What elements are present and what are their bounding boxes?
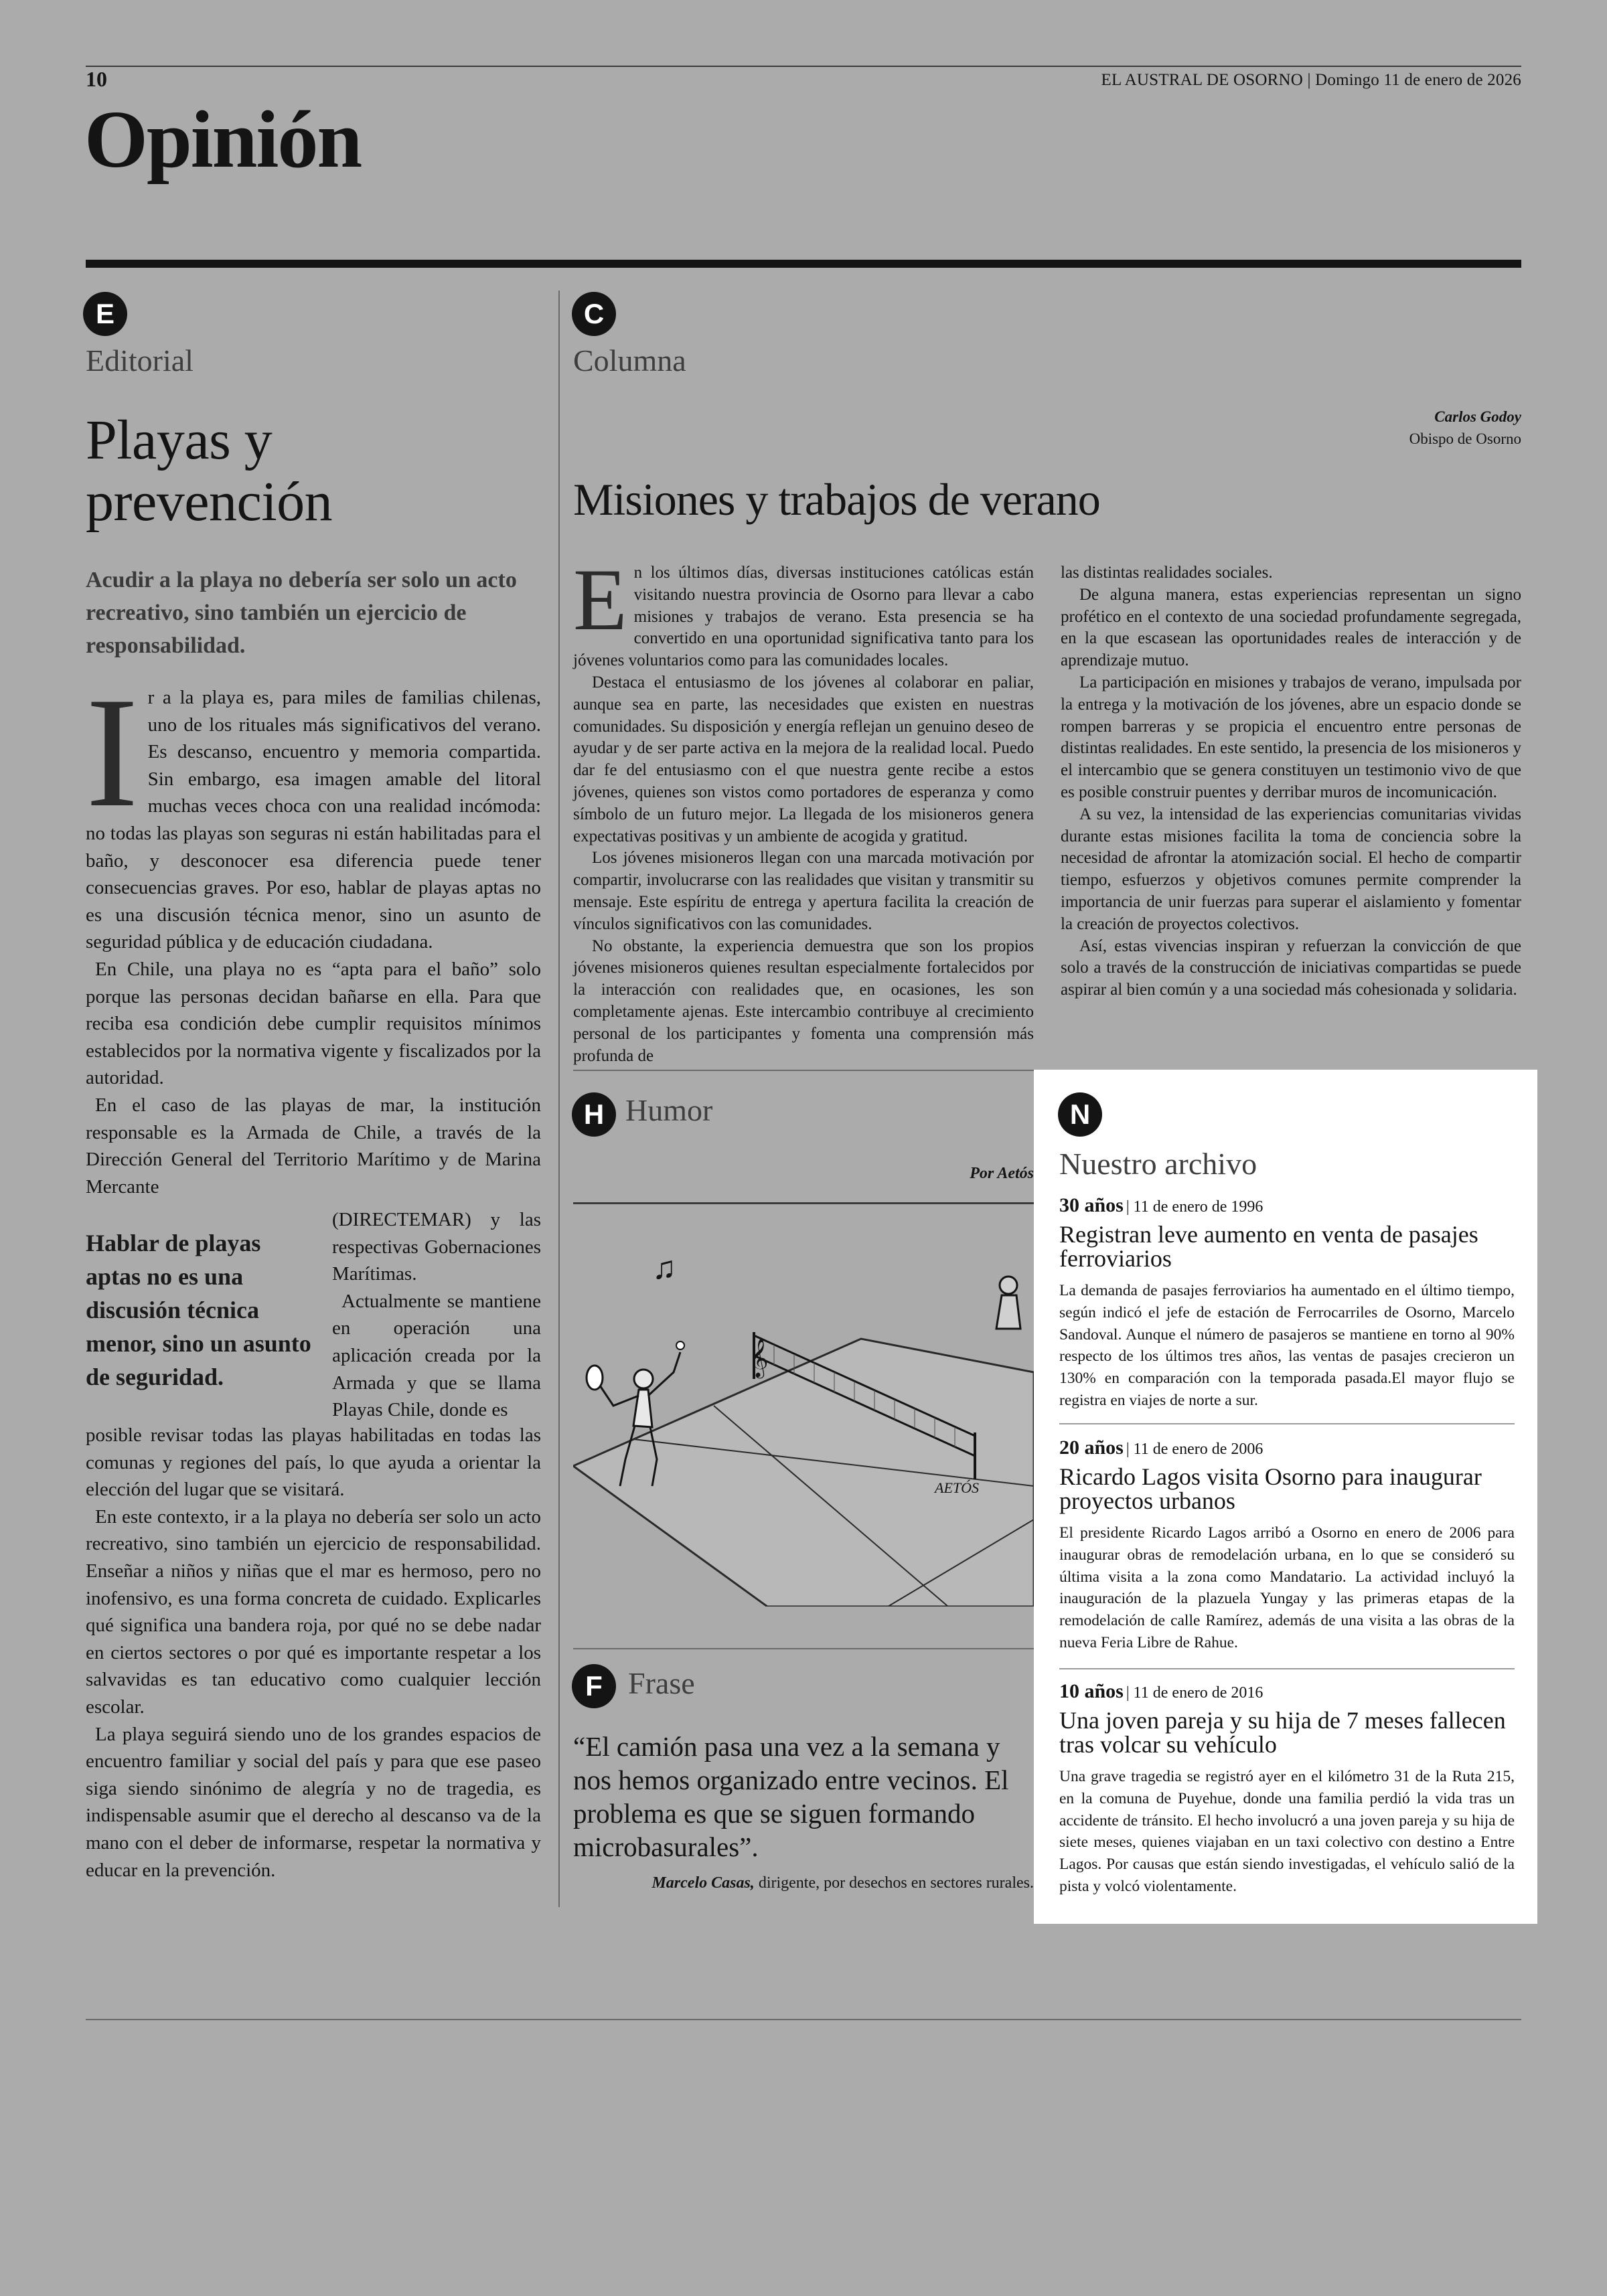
editorial-badge: E	[83, 292, 127, 336]
frase-cite	[573, 1874, 1034, 1892]
editorial-body-bottom	[86, 1422, 541, 1884]
frase-cite-rest: dirigente, por desechos en sectores rurales.	[758, 1874, 1034, 1892]
column-right-p5: Así, estas vivencias inspiran y refuerzan la convicción de que solo a través de la construcción de iniciativas compartidas se puede aspirar al bien común y a una sociedad más cohesionada y solidaria.	[1061, 936, 1521, 999]
archive-item-years: 20 años	[1059, 1437, 1124, 1459]
editorial-pullquote: Hablar de playas aptas no es una discusión técnica menor, sino un asunto de seguridad.	[86, 1230, 311, 1390]
column-author-name: Carlos Godoy	[1434, 408, 1521, 425]
archive-box	[1034, 1070, 1537, 1924]
editorial-para5: En este contexto, ir a la playa no debería ser solo un acto recreativo, sino también un ejercicio de responsabilidad. Enseñar a niños y niñas que el mar es hermoso, pero no inofensivo, es una forma concreta de cuidado. Explicarles qué significa una bandera roja, por qué no se debe nadar en ciertos sectores o por qué es importante respetar a los salvavidas es tan educativo como cualquier lección escolar.	[86, 1505, 541, 1718]
archive-item-headline: Registran leve aumento en venta de pasajes ferroviarios	[1059, 1221, 1478, 1272]
frase-badge: F	[572, 1664, 616, 1708]
frase-kicker: Frase	[628, 1666, 695, 1700]
humor-badge: H	[572, 1092, 616, 1137]
frase-cite-name: Marcelo Casas,	[652, 1874, 755, 1892]
column-author-role: Obispo de Osorno	[1409, 430, 1521, 447]
editorial-headline-line1: Playas y	[86, 409, 273, 471]
column-text-right	[1061, 562, 1521, 1001]
editorial-lead: Acudir a la playa no debería ser solo un acto recreativo, sino también un ejercicio de responsabilidad.	[86, 568, 517, 658]
archive-item	[1059, 1437, 1515, 1654]
column-bottom-rule	[573, 1070, 1034, 1071]
editorial-para3b: (DIRECTEMAR) y las respectivas Gobernaciones Marítimas.	[332, 1209, 541, 1285]
column-left-p3: Los jóvenes misioneros llegan con una marcada motivación por compartir, involucrarse con las realidades que visitan y transmitir su mensaje. Este espíritu de entrega y apertura facilita la creación de vínculos significativos con las comunidades.	[573, 849, 1034, 933]
editorial-para1: r a la playa es, para miles de familias chilenas, uno de los rituales más significativos del verano. Es descanso, encuentro y memoria compartida. Sin embargo, esa imagen amable del litoral muchas veces choca con una realidad incómoda: no todas las playas son seguras ni están habilitadas para el baño, y desconocer esa diferencia puede tener consecuencias graves. Por eso, hablar de playas aptas no es una discusión técnica menor, sino un asunto de seguridad pública y de educación ciudadana.	[86, 687, 541, 953]
tennis-ball-icon	[676, 1341, 684, 1349]
humor-cartoon	[573, 1205, 1034, 1607]
editorial-body-top	[86, 665, 541, 1200]
column-left-p1: n los últimos días, diversas instituciones católicas están visitando nuestra provincia de Osorno para llevar a cabo misiones y trabajos de verano. Esta presencia se ha convertido en una oportunidad significativa tanto para los jóvenes voluntarios como para las comunidades locales.	[573, 564, 1034, 670]
humor-top-rule	[573, 1202, 1034, 1204]
publication-name: EL AUSTRAL DE OSORNO	[1101, 71, 1303, 89]
bottom-rule	[86, 2019, 1521, 2020]
frase-quote: “El camión pasa una vez a la semana y nos hemos organizado entre vecinos. El problema es que se siguen formando microbasurales”.	[573, 1731, 1009, 1862]
archive-item-date: | 11 de enero de 2006	[1126, 1441, 1264, 1458]
archive-item-date: | 11 de enero de 1996	[1126, 1198, 1264, 1216]
column-right-p4: A su vez, la intensidad de las experiencias comunitarias vividas durante estas misiones facilita la toma de conciencia sobre la necesidad de afrontar la atomización social. El hecho de compartir tiempo, esfuerzos y objetivos comunes permite comprender la importancia de unir fuerzas para superar el aislamiento y fomentar la creación de proyectos colectivos.	[1061, 805, 1521, 933]
column-text-left	[573, 550, 1034, 1067]
column-divider-left	[558, 291, 560, 1907]
humor-byline: Por Aetós	[970, 1165, 1034, 1182]
archive-item-years: 30 años	[1059, 1194, 1124, 1216]
section-title: Opinión	[84, 94, 362, 185]
seated-figure-icon	[996, 1277, 1020, 1329]
issue-date: Domingo 11 de enero de 2026	[1315, 71, 1521, 89]
column-right-p3: La participación en misiones y trabajos de verano, impulsada por la entrega y la motivación de los jóvenes, abre un espacio donde se rompen barreras y se propicia el encuentro entre personas de distintas realidades. En este sentido, la presencia de los misioneros y el intercambio que se genera constituyen un testimonio vivo de que es posible construir puentes y derribar muros de incomunicación.	[1061, 673, 1521, 801]
archive-divider	[1059, 1423, 1515, 1424]
masthead-info: EL AUSTRAL DE OSORNO | Domingo 11 de enero de 2026	[1101, 71, 1521, 89]
editorial-dropcap: I	[86, 665, 139, 840]
archive-item	[1059, 1194, 1515, 1412]
editorial-kicker: Editorial	[86, 343, 194, 378]
cartoon-signature: AETÓS	[935, 1479, 979, 1496]
archive-item-text: La demanda de pasajes ferroviarios ha aumentado en el último tiempo, según indicó el jefe de estación de Ferrocarriles de Osorno, Marcelo Sandoval. Aunque el número de pasajeros se mantiene en torno al 90% respecto de los últimos tres años, las ventas de pasajes crecieron un 130% en comparación con la temporada pasada.El mayor flujo se registra en viajes de norte a sur.	[1059, 1282, 1515, 1409]
editorial-para1-wrap	[86, 665, 541, 956]
treble-clef-icon: 𝄞	[749, 1339, 769, 1376]
page-number: 10	[86, 67, 107, 91]
editorial-para4b: posible revisar todas las playas habilitadas en todas las comunas y regiones del país, lo que ayuda a orientar la elección del lugar que se visitará.	[86, 1424, 541, 1501]
column-left-p1-wrap	[573, 550, 1034, 672]
column-author	[1187, 406, 1521, 450]
archive-item-headline: Una joven pareja y su hija de 7 meses fallecen tras volcar su vehículo	[1059, 1707, 1506, 1758]
archive-divider	[1059, 1668, 1515, 1669]
archive-item	[1059, 1680, 1515, 1898]
column-left-p4: No obstante, la experiencia demuestra que son los propios jóvenes misioneros quienes resultan especialmente fortalecidos por la interacción con realidades que, en ocasiones, les son completamente ajenas. Este intercambio contribuye al crecimiento personal de los participantes y fomenta una comprensión más profunda de	[573, 936, 1034, 1065]
column-left-p2: Destaca el entusiasmo de los jóvenes al colaborar en paliar, aunque sea en parte, las necesidades que existen en nuestras comunidades. Su disposición y energía reflejan un genuino deseo de ayudar y de ser parte activa en la mejora de la realidad local. Puedo dar fe del entusiasmo con el que nuestra gente recibe a estos jóvenes, quienes son vistos como portadores de esperanza y como símbolo de un futuro mejor. La llegada de los misioneros genera expectativas positivas y un ambiente de acogida y gratitud.	[573, 673, 1034, 845]
column-right-p1: las distintas realidades sociales.	[1061, 564, 1273, 582]
column-right-p2: De alguna manera, estas experiencias representan un signo profético en el contexto de una sociedad profundamente segregada, en la que escasean las oportunidades reales de interacción y de aprendizaje mutuo.	[1061, 585, 1521, 670]
archive-item-date: | 11 de enero de 2016	[1126, 1684, 1264, 1702]
section-thick-rule	[86, 260, 1521, 268]
humor-bottom-rule	[573, 1648, 1034, 1649]
editorial-para6: La playa seguirá siendo uno de los grandes espacios de encuentro familiar y social del país y para que ese paseo siga siendo sinónimo de alegría y no de tragedia, es indispensable asumir que el derecho al descanso va de la mano con el deber de informarse, respetar la normativa y educar en la prevención.	[86, 1723, 541, 1881]
archive-item-years: 10 años	[1059, 1680, 1124, 1702]
archive-item-headline: Ricardo Lagos visita Osorno para inaugurar proyectos urbanos	[1059, 1463, 1482, 1514]
column-dropcap: E	[573, 550, 627, 649]
top-rule	[86, 66, 1521, 67]
column-kicker: Columna	[573, 343, 686, 378]
archive-item-text: El presidente Ricardo Lagos arribó a Osorno en enero de 2006 para inaugurar obras de remodelación urbana, en lo que se consideró su última visita a la zona como Mandatario. La actividad incluyó la inauguración de la plazuela Yungay y las primeras etapas de la remodelación de calle Ramírez, además de una visita a las obras de la nueva Feria Libre de Rahue.	[1059, 1524, 1515, 1651]
column-badge: C	[572, 292, 616, 336]
editorial-headline	[86, 410, 528, 533]
music-note-icon: ♫	[652, 1250, 676, 1286]
column-headline: Misiones y trabajos de verano	[573, 474, 1100, 525]
editorial-para4a: Actualmente se mantiene en operación una aplicación creada por la Armada y que se llama Playas Chile, donde es	[332, 1290, 541, 1421]
archive-item-text: Una grave tragedia se registró ayer en el kilómetro 31 de la Ruta 215, en la comuna de Puyehue, donde una familia perdió la vida tras un accidente de tránsito. El hecho involucró a una joven pareja y su hija de siete meses, quienes viajaban en un taxi colectivo con destino a Entre Lagos. Por causas que están siendo investigadas, el vehículo salió de la pista y volcó violentamente.	[1059, 1768, 1515, 1895]
archive-kicker: Nuestro archivo	[1059, 1147, 1257, 1181]
archive-badge: N	[1058, 1092, 1102, 1137]
editorial-body-right	[332, 1206, 541, 1424]
humor-kicker: Humor	[625, 1093, 713, 1127]
editorial-para2: En Chile, una playa no es “apta para el baño” solo porque las personas decidan bañarse en ella. Para que reciba esa condición debe cumplir requisitos mínimos establecidos por la normativa vigente y fiscalizados por la autoridad.	[86, 958, 541, 1089]
editorial-headline-line2: prevención	[86, 471, 333, 533]
editorial-para3a: En el caso de las playas de mar, la institución responsable es la Armada de Chile, a través de la Dirección General del Territorio Marítimo y de Marina Mercante	[86, 1094, 541, 1198]
